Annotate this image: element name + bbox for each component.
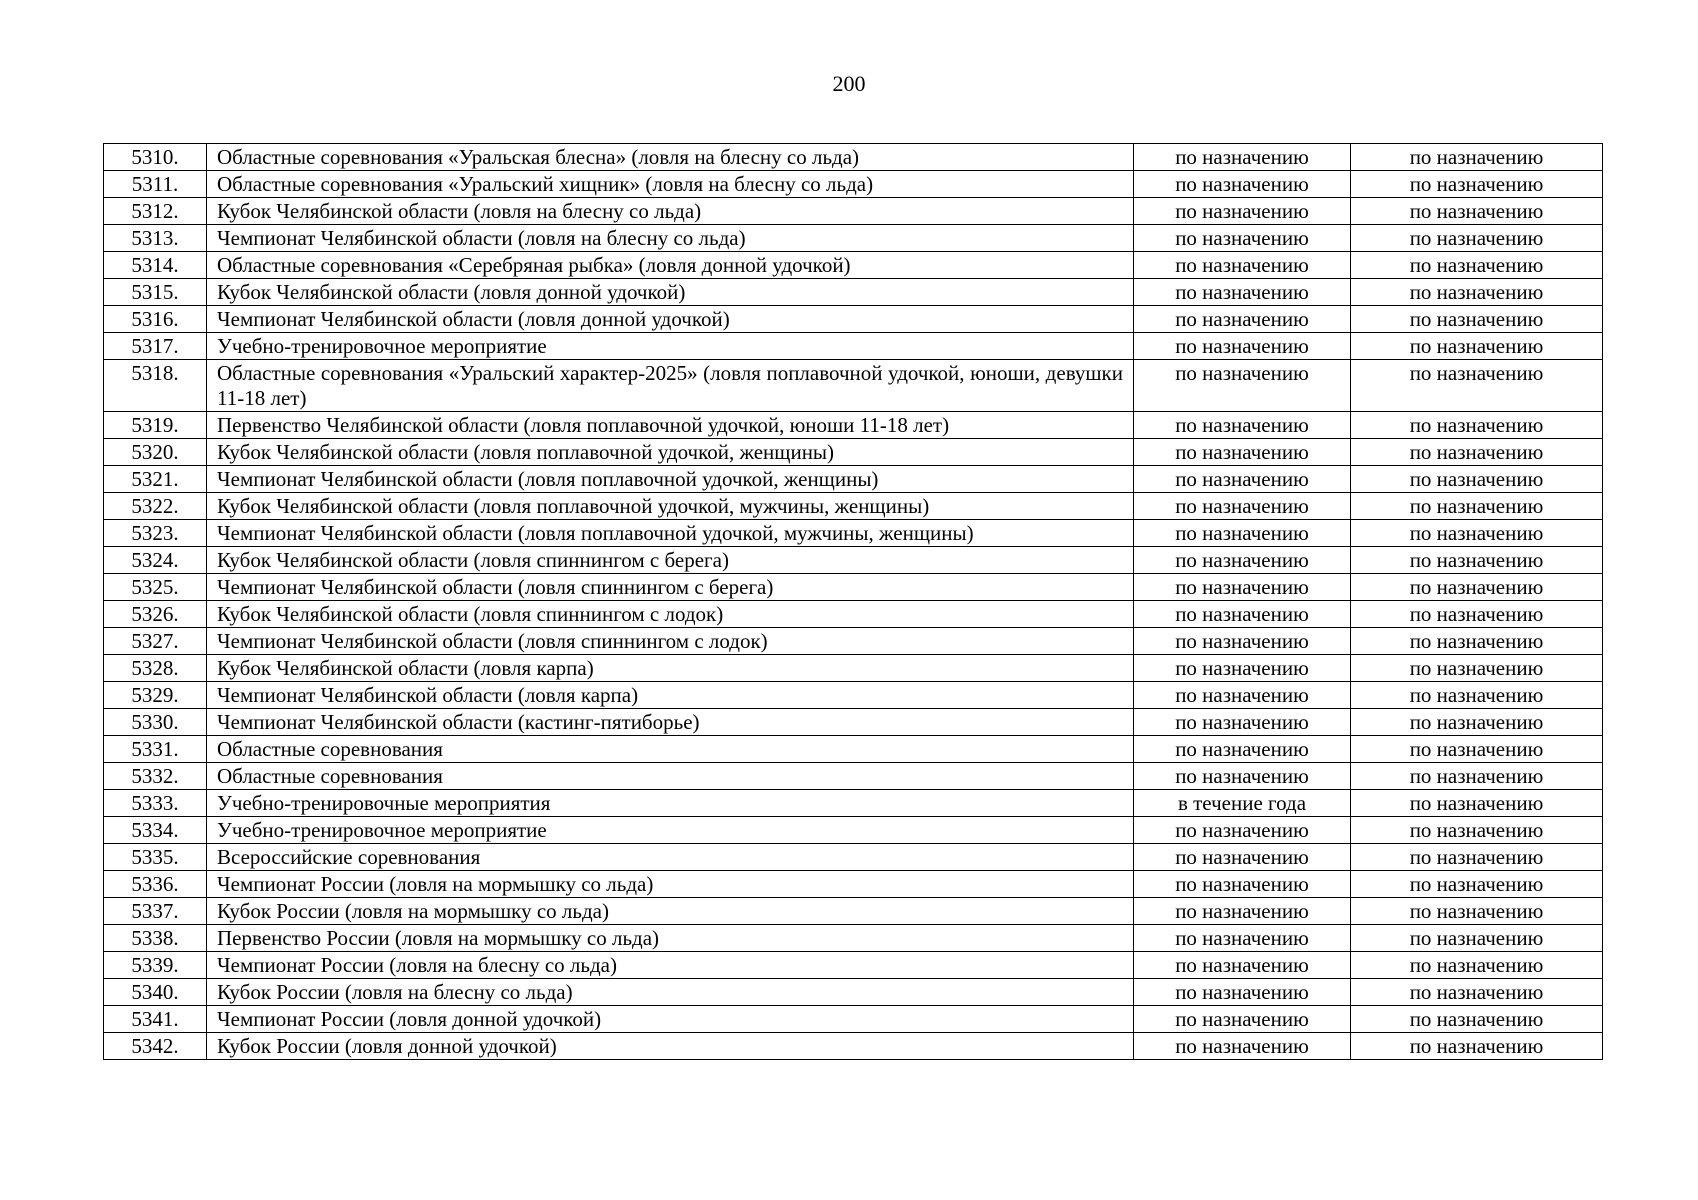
event-date-cell: по назначению: [1134, 925, 1351, 952]
event-name-cell: Кубок Челябинской области (ловля поплавочной удочкой, женщины): [207, 439, 1134, 466]
event-place-cell: по назначению: [1351, 952, 1603, 979]
row-number-cell: 5334.: [104, 817, 207, 844]
table-row: [104, 252, 1603, 279]
table-row: [104, 682, 1603, 709]
table-row: [104, 171, 1603, 198]
event-date-cell: по назначению: [1134, 279, 1351, 306]
event-date-cell: по назначению: [1134, 844, 1351, 871]
events-table: [103, 143, 1603, 1060]
page-number: 200: [832, 71, 866, 96]
event-name-cell: Кубок Челябинской области (ловля на блесну со льда): [207, 198, 1134, 225]
event-name-cell: Кубок России (ловля на блесну со льда): [207, 979, 1134, 1006]
event-date-cell: по назначению: [1134, 412, 1351, 439]
event-place-cell: по назначению: [1351, 412, 1603, 439]
event-place-cell: по назначению: [1351, 520, 1603, 547]
event-place-cell: по назначению: [1351, 898, 1603, 925]
table-row: [104, 709, 1603, 736]
event-date-cell: по назначению: [1134, 736, 1351, 763]
event-name-cell: Учебно-тренировочные мероприятия: [207, 790, 1134, 817]
event-name-cell: Областные соревнования «Уральский характер-2025» (ловля поплавочной удочкой, юноши, девушки 11-18 лет): [207, 360, 1134, 412]
event-date-cell: по назначению: [1134, 225, 1351, 252]
event-place-cell: по назначению: [1351, 493, 1603, 520]
event-date-cell: по назначению: [1134, 333, 1351, 360]
event-place-cell: по назначению: [1351, 360, 1603, 412]
event-name-cell: Областные соревнования: [207, 736, 1134, 763]
event-place-cell: по назначению: [1351, 439, 1603, 466]
event-date-cell: по назначению: [1134, 1006, 1351, 1033]
table-row: [104, 412, 1603, 439]
event-name-cell: Кубок Челябинской области (ловля поплавочной удочкой, мужчины, женщины): [207, 493, 1134, 520]
event-place-cell: по назначению: [1351, 333, 1603, 360]
table-row: [104, 1033, 1603, 1060]
event-date-cell: в течение года: [1134, 790, 1351, 817]
event-place-cell: по назначению: [1351, 628, 1603, 655]
event-date-cell: по назначению: [1134, 682, 1351, 709]
event-date-cell: по назначению: [1134, 198, 1351, 225]
row-number-cell: 5311.: [104, 171, 207, 198]
event-date-cell: по назначению: [1134, 574, 1351, 601]
table-row: [104, 144, 1603, 171]
row-number-cell: 5332.: [104, 763, 207, 790]
table-row: [104, 466, 1603, 493]
row-number-cell: 5322.: [104, 493, 207, 520]
row-number-cell: 5321.: [104, 466, 207, 493]
event-date-cell: по назначению: [1134, 466, 1351, 493]
table-row: [104, 817, 1603, 844]
table-row: [104, 1006, 1603, 1033]
event-name-cell: Чемпионат Челябинской области (ловля карпа): [207, 682, 1134, 709]
table-row: [104, 601, 1603, 628]
event-name-cell: Чемпионат Челябинской области (ловля поплавочной удочкой, женщины): [207, 466, 1134, 493]
events-table-body: [104, 144, 1603, 1060]
event-place-cell: по назначению: [1351, 844, 1603, 871]
event-place-cell: по назначению: [1351, 682, 1603, 709]
event-date-cell: по назначению: [1134, 628, 1351, 655]
event-name-cell: Учебно-тренировочное мероприятие: [207, 333, 1134, 360]
event-date-cell: по назначению: [1134, 1033, 1351, 1060]
event-date-cell: по назначению: [1134, 817, 1351, 844]
event-name-cell: Всероссийские соревнования: [207, 844, 1134, 871]
table-row: [104, 736, 1603, 763]
table-row: [104, 871, 1603, 898]
event-name-cell: Кубок Челябинской области (ловля спиннингом с лодок): [207, 601, 1134, 628]
event-place-cell: по назначению: [1351, 547, 1603, 574]
table-row: [104, 952, 1603, 979]
row-number-cell: 5325.: [104, 574, 207, 601]
event-place-cell: по назначению: [1351, 709, 1603, 736]
event-name-cell: Чемпионат России (ловля на мормышку со льда): [207, 871, 1134, 898]
table-row: [104, 925, 1603, 952]
event-name-cell: Областные соревнования: [207, 763, 1134, 790]
event-name-cell: Чемпионат Челябинской области (ловля спиннингом с берега): [207, 574, 1134, 601]
table-row: [104, 493, 1603, 520]
event-place-cell: по назначению: [1351, 466, 1603, 493]
event-name-cell: Чемпионат Челябинской области (ловля донной удочкой): [207, 306, 1134, 333]
event-date-cell: по назначению: [1134, 520, 1351, 547]
event-date-cell: по назначению: [1134, 144, 1351, 171]
table-row: [104, 763, 1603, 790]
event-name-cell: Кубок Челябинской области (ловля спиннингом с берега): [207, 547, 1134, 574]
row-number-cell: 5340.: [104, 979, 207, 1006]
event-name-cell: Учебно-тренировочное мероприятие: [207, 817, 1134, 844]
table-row: [104, 790, 1603, 817]
event-place-cell: по назначению: [1351, 736, 1603, 763]
row-number-cell: 5314.: [104, 252, 207, 279]
row-number-cell: 5313.: [104, 225, 207, 252]
event-date-cell: по назначению: [1134, 979, 1351, 1006]
row-number-cell: 5326.: [104, 601, 207, 628]
row-number-cell: 5342.: [104, 1033, 207, 1060]
event-name-cell: Кубок России (ловля донной удочкой): [207, 1033, 1134, 1060]
event-name-cell: Областные соревнования «Серебряная рыбка» (ловля донной удочкой): [207, 252, 1134, 279]
event-place-cell: по назначению: [1351, 979, 1603, 1006]
table-row: [104, 306, 1603, 333]
event-name-cell: Чемпионат Челябинской области (ловля спиннингом с лодок): [207, 628, 1134, 655]
event-name-cell: Областные соревнования «Уральская блесна» (ловля на блесну со льда): [207, 144, 1134, 171]
event-date-cell: по назначению: [1134, 171, 1351, 198]
row-number-cell: 5318.: [104, 360, 207, 412]
table-row: [104, 279, 1603, 306]
row-number-cell: 5319.: [104, 412, 207, 439]
event-name-cell: Чемпионат Челябинской области (кастинг-пятиборье): [207, 709, 1134, 736]
row-number-cell: 5324.: [104, 547, 207, 574]
event-date-cell: по назначению: [1134, 547, 1351, 574]
event-place-cell: по назначению: [1351, 574, 1603, 601]
table-row: [104, 547, 1603, 574]
event-place-cell: по назначению: [1351, 817, 1603, 844]
event-place-cell: по назначению: [1351, 655, 1603, 682]
event-place-cell: по назначению: [1351, 1006, 1603, 1033]
event-place-cell: по назначению: [1351, 601, 1603, 628]
event-place-cell: по назначению: [1351, 306, 1603, 333]
row-number-cell: 5320.: [104, 439, 207, 466]
event-date-cell: по назначению: [1134, 709, 1351, 736]
row-number-cell: 5315.: [104, 279, 207, 306]
event-name-cell: Кубок России (ловля на мормышку со льда): [207, 898, 1134, 925]
row-number-cell: 5312.: [104, 198, 207, 225]
table-row: [104, 225, 1603, 252]
row-number-cell: 5331.: [104, 736, 207, 763]
event-date-cell: по назначению: [1134, 871, 1351, 898]
event-place-cell: по назначению: [1351, 790, 1603, 817]
row-number-cell: 5338.: [104, 925, 207, 952]
row-number-cell: 5323.: [104, 520, 207, 547]
row-number-cell: 5316.: [104, 306, 207, 333]
event-place-cell: по назначению: [1351, 763, 1603, 790]
table-row: [104, 360, 1603, 412]
event-date-cell: по назначению: [1134, 655, 1351, 682]
row-number-cell: 5328.: [104, 655, 207, 682]
table-row: [104, 979, 1603, 1006]
event-name-cell: Областные соревнования «Уральский хищник» (ловля на блесну со льда): [207, 171, 1134, 198]
row-number-cell: 5317.: [104, 333, 207, 360]
event-date-cell: по назначению: [1134, 898, 1351, 925]
event-place-cell: по назначению: [1351, 279, 1603, 306]
event-place-cell: по назначению: [1351, 871, 1603, 898]
event-name-cell: Чемпионат России (ловля донной удочкой): [207, 1006, 1134, 1033]
event-name-cell: Кубок Челябинской области (ловля карпа): [207, 655, 1134, 682]
table-row: [104, 898, 1603, 925]
row-number-cell: 5329.: [104, 682, 207, 709]
event-date-cell: по назначению: [1134, 493, 1351, 520]
event-date-cell: по назначению: [1134, 601, 1351, 628]
table-row: [104, 655, 1603, 682]
event-place-cell: по назначению: [1351, 198, 1603, 225]
event-date-cell: по назначению: [1134, 360, 1351, 412]
row-number-cell: 5341.: [104, 1006, 207, 1033]
row-number-cell: 5333.: [104, 790, 207, 817]
event-date-cell: по назначению: [1134, 439, 1351, 466]
event-date-cell: по назначению: [1134, 252, 1351, 279]
table-row: [104, 574, 1603, 601]
table-row: [104, 198, 1603, 225]
event-date-cell: по назначению: [1134, 952, 1351, 979]
row-number-cell: 5327.: [104, 628, 207, 655]
row-number-cell: 5336.: [104, 871, 207, 898]
event-name-cell: Первенство Челябинской области (ловля поплавочной удочкой, юноши 11-18 лет): [207, 412, 1134, 439]
event-date-cell: по назначению: [1134, 306, 1351, 333]
event-name-cell: Чемпионат России (ловля на блесну со льда): [207, 952, 1134, 979]
row-number-cell: 5339.: [104, 952, 207, 979]
table-row: [104, 844, 1603, 871]
event-name-cell: Кубок Челябинской области (ловля донной удочкой): [207, 279, 1134, 306]
event-place-cell: по назначению: [1351, 144, 1603, 171]
row-number-cell: 5330.: [104, 709, 207, 736]
event-name-cell: Чемпионат Челябинской области (ловля на блесну со льда): [207, 225, 1134, 252]
row-number-cell: 5310.: [104, 144, 207, 171]
event-name-cell: Первенство России (ловля на мормышку со льда): [207, 925, 1134, 952]
event-date-cell: по назначению: [1134, 763, 1351, 790]
table-row: [104, 439, 1603, 466]
event-place-cell: по назначению: [1351, 925, 1603, 952]
event-place-cell: по назначению: [1351, 225, 1603, 252]
event-name-cell: Чемпионат Челябинской области (ловля поплавочной удочкой, мужчины, женщины): [207, 520, 1134, 547]
row-number-cell: 5335.: [104, 844, 207, 871]
table-row: [104, 628, 1603, 655]
event-place-cell: по назначению: [1351, 1033, 1603, 1060]
row-number-cell: 5337.: [104, 898, 207, 925]
event-place-cell: по назначению: [1351, 252, 1603, 279]
table-row: [104, 520, 1603, 547]
event-place-cell: по назначению: [1351, 171, 1603, 198]
table-row: [104, 333, 1603, 360]
